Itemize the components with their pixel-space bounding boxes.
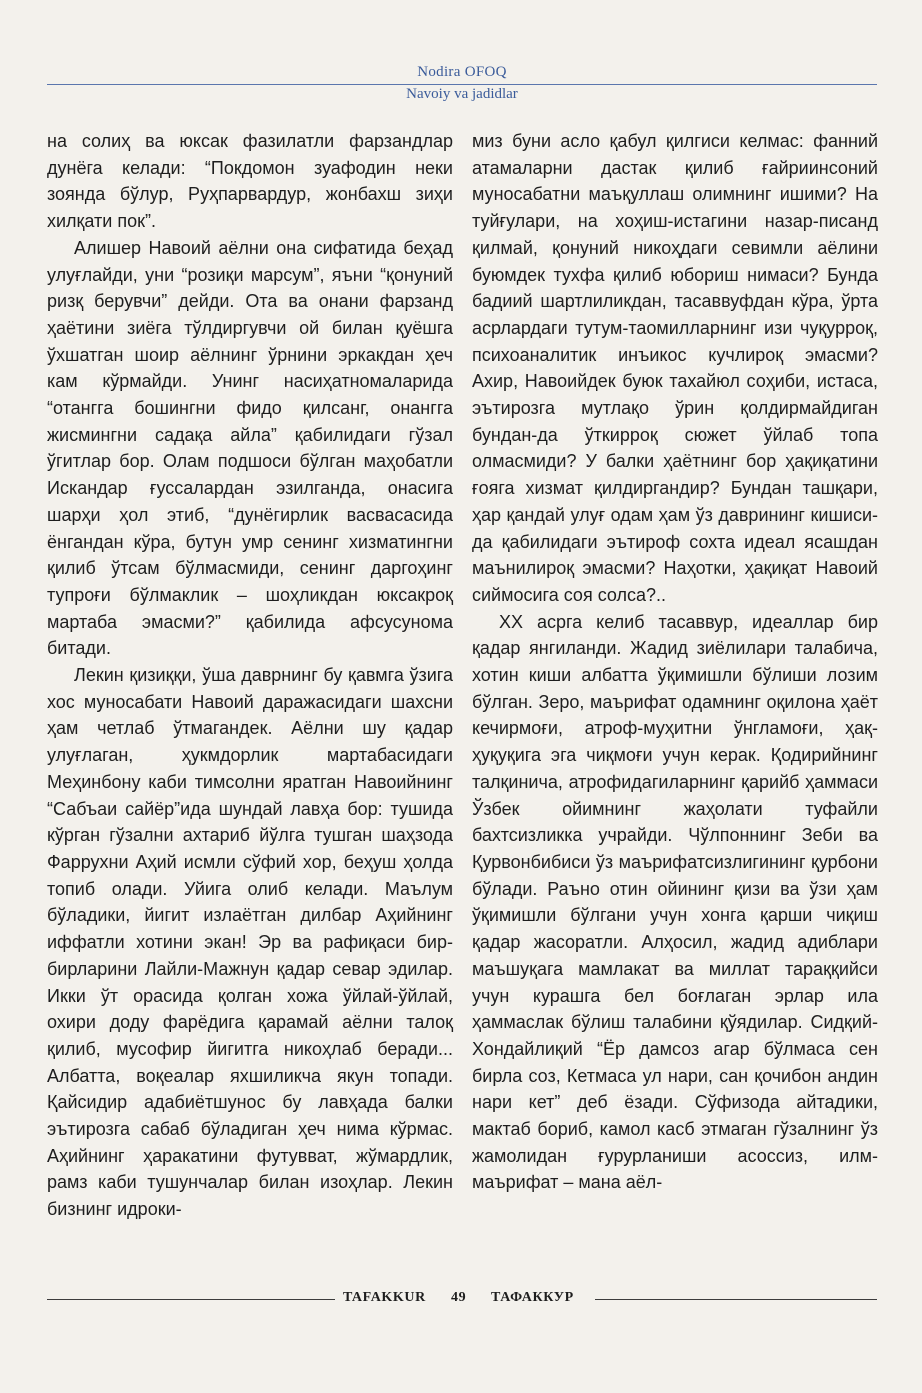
footer-rule-left	[47, 1299, 335, 1300]
page-number: 49	[451, 1290, 467, 1305]
header-article-title: Navoiy va jadidlar	[406, 86, 518, 102]
header-rule	[47, 84, 877, 85]
paragraph: XX асрга келиб тасаввур, идеаллар бир қадар янгиланди. Жадид зиёлилари талабича, хотин киши албатта ўқимишли бўлиши лозим бўлган. Зеро, маърифат одамнинг оқилона ҳаёт кечирмоғи, атроф-муҳитни ўнгламоғи, ҳақ-ҳуқуқига эга чиқмоғи учун керак. Қодирийнинг талқинича, атрофидагиларнинг қарийб ҳаммаси Ўзбек ойимнинг жаҳолати туфайли бахтсизликка учрайди. Чўлпоннинг Зеби ва Қурвонбибиси ўз маърифатсизлигининг қурбони бўлади. Раъно отин ойининг қизи ва ўзи ҳам ўқимишли бўлгани учун хонга қарши чиқиш қадар жасоратли. Алҳосил, жадид адиблари маъшуқага мамлакат ва миллат тараққийси учун курашга бел боғлаган эрлар ила ҳаммаслак бўлиш талабини қўядилар. Сидқий-Хондайлиқий “Ёр дамсоз агар бўлмаса сен бирла соз, Кетмаса ул нари, сан қочибон андин нари кет” деб ёзади. Сўфизода айтадики, мактаб бориб, камол касб этмаган гўзалнинг ўз жамолидан ғурурланиши асоссиз, илм-маърифат – мана аёл-	[472, 611, 878, 1193]
footer-magazine-cyrillic: ТАФАККУР	[491, 1290, 574, 1305]
footer-rule-right	[595, 1299, 877, 1300]
page-footer	[47, 1289, 877, 1309]
right-text-column	[472, 128, 878, 1196]
paragraph: миз буни асло қабул қилгиси келмас: фанний атамаларни дастак қилиб ғайриинсоний муносабатни маъқуллаш олимнинг ишими? На туйғулари, на хоҳиш-истагини назар-писанд қилмай, қонуний никоҳдаги севимли аёлини буюмдек тухфа қилиб юбориш нимаси? Бунда бадиий шартлиликдан, тасаввуфдан кўра, ўрта асрлардаги тутум-таомилларнинг изи чуқурроқ, психоаналитик инъикос кучлироқ эмасми? Ахир, Навоийдек буюк тахайюл соҳиби, истаса, эътирозга мутлақо ўрин қолдирмайдиган бундан-да ўткирроқ сюжет ўйлаб топа олмасмиди? У балки ҳаётнинг бор ҳақиқатини ғояга хизмат қилдиргандир? Бундан ташқари, ҳар қандай улуғ одам ҳам ўз даврининг кишиси-да қабилидаги эътироф сохта идеал ясашдан маънилироқ эмасми? Наҳотки, ҳақиқат Навоий сиймосига соя солса?..	[472, 131, 878, 605]
left-text-column	[47, 128, 453, 1223]
footer-magazine-latin: TAFAKKUR	[343, 1290, 426, 1305]
paragraph: на солиҳ ва юксак фазилатли фарзандлар дунёга келади: “Покдомон зуафодин неки зоянда бўлур, Руҳпарвардур, жонбахш зиҳи хилқати пок”.	[47, 131, 453, 232]
header-author: Nodira OFOQ	[417, 64, 507, 80]
paragraph: Лекин қизиққи, ўша даврнинг бу қавмга ўзига хос муносабати Навоий даражасидаги шахсни ҳам четлаб ўтмагандек. Аёлни шу қадар улуғлаган, ҳукмдорлик мартабасидаги Меҳинбону каби тимсолни яратган Навоийнинг “Сабъаи сайёр”ида шундай лавҳа бор: тушида кўрган гўзални ахтариб йўлга тушган шаҳзода Фаррухни Аҳий исмли сўфий хор, беҳуш ҳолда топиб олади. Уйига олиб келади. Маълум бўладики, йигит излаётган дилбар Аҳийнинг иффатли хотини экан! Эр ва рафиқаси бир-бирларини Лайли-Мажнун қадар севар эдилар. Икки ўт орасида қолган хожа ўйлай-ўйлай, охири доду фарёдига қарамай аёлни талоқ қилиб, мусофир йигитга никоҳлаб беради... Албатта, воқеалар яхшиликча якун топади. Қайсидир адабиётшунос бу лавҳада балки эътирозга сабаб бўладиган ҳеч нима кўрмас. Аҳийнинг ҳаракатини футувват, жўмардлик, рамз каби тушунчалар билан изоҳлар. Лекин бизнинг идроки-	[47, 665, 453, 1220]
paragraph: Алишер Навоий аёлни она сифатида беҳад улуғлайди, уни “розиқи марсум”, яъни “қонуний ризқ берувчи” дейди. Ота ва онани фарзанд ҳаётини зиёга тўлдиргувчи ой билан қуёшга ўхшатган шоир аёлнинг ўрнини эркакдан ҳеч кам кўрмайди. Унинг насиҳатномаларида “отангга бошингни фидо қилсанг, онангга жисмингни садақа айла” қабилидаги гўзал ўгитлар бор. Олам подшоси бўлган маҳобатли Искандар ғуссалардан эзилганда, онасига шарҳи ҳол этиб, “дунёгирлик васвасасида ёнгандан кўра, бутун умр сенинг хизматингни қилиб ўтсам бўлмасмиди, сенинг даргоҳинг тупроғи бўлмаклик – шоҳликдан юксакроқ мартаба эмасми?” қабилида афсусунома битади.	[47, 237, 453, 659]
running-header	[47, 64, 877, 103]
